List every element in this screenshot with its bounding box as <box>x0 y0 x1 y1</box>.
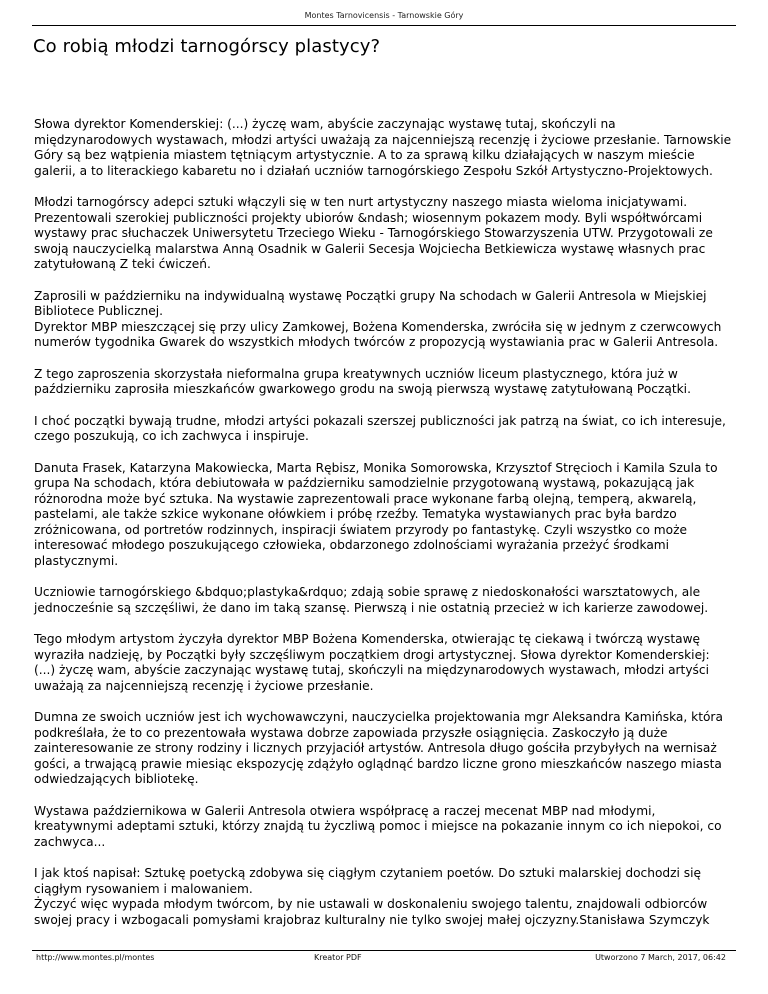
footer-url-link[interactable]: http://www.montes.pl/montes <box>36 953 155 962</box>
article-paragraph-4: Z tego zaproszenia skorzystała nieformalna grupa kreatywnych uczniów liceum plastycznego, która już w październiku zaprosiła mieszkańców gwarkowego grodu na swoją pierwszą wystawę zatytułowaną Początki. <box>34 366 691 396</box>
header-divider <box>32 25 736 26</box>
article-paragraph-9: Dumna ze swoich uczniów jest ich wychowawczyni, nauczycielka projektowania mgr Aleksandra Kamińska, która podkreślała, że to co prezentowała wystawa dobrze zapowiada przyszłe osiągnięcia. Zaskoczyło ją duże zainteresowanie ze strony rodziny i licznych przyjaciół artystów. Antresola długo gościła przybyłych na wernisaż gości, a trwającą prawie miesiąc ekspozycję zdążyło oglądnąć bardzo liczne grono mieszkańców naszego miasta odwiedzających bibliotekę. <box>34 710 723 786</box>
article-paragraph-1: Słowa dyrektor Komenderskiej: (...) życzę wam, abyście zaczynając wystawę tutaj, skończyli na międzynarodowych wystawach, młodzi artyści uważają za najcenniejszą recenzję i życiowe przesłanie. Tarnowskie Góry są bez wątpienia miastem tętniącym artystycznie. A to za sprawą kilku działających w naszym mieście galerii, a to literackiego kabaretu no i działań uczniów tarnogórskiego Zespołu Szkół Artystyczno-Projektowych. <box>34 117 732 178</box>
article-paragraph-11: I jak ktoś napisał: Sztukę poetycką zdobywa się ciągłym czytaniem poetów. Do sztuki malarskiej dochodzi się ciągłym rysowaniem i malowaniem. Życzyć więc wypada młodym twórcom, by nie ustawali w doskonaleniu swojego talentu, znajdowali odbiorców swojej pracy i wzbogacali pomysłami krajobraz kulturalny nie tylko swojej małej ojczyzny.Stanisława Szymczyk <box>34 866 710 927</box>
footer-divider <box>32 950 736 951</box>
page-title: Co robią młodzi tarnogórscy plastycy? <box>33 36 381 57</box>
page-header: Montes Tarnovicensis - Tarnowskie Góry <box>304 11 464 20</box>
article-paragraph-2: Młodzi tarnogórscy adepci sztuki włączyli się w ten nurt artystyczny naszego miasta wieloma inicjatywami. Prezentowali szerokiej publiczności projekty ubiorów &ndash; wiosennym pokazem mody. Byli współtwórcami wystawy prac słuchaczek Uniwersytetu Trzeciego Wieku - Tarnogórskiego Stowarzyszenia UTW. Przygotowali ze swoją nauczycielką malarstwa Anną Osadnik w Galerii Secesja Wojciecha Betkiewicza wystawę własnych prac zatytułowaną Z teki ćwiczeń. <box>34 195 713 271</box>
footer-created-date: Utworzono 7 March, 2017, 06:42 <box>595 953 726 962</box>
article-paragraph-5: I choć początki bywają trudne, młodzi artyści pokazali szerszej publiczności jak patrzą na świat, co ich interesuje, czego poszukują, co ich zachwyca i inspiruje. <box>34 413 726 443</box>
article-paragraph-6: Danuta Frasek, Katarzyna Makowiecka, Marta Rębisz, Monika Somorowska, Krzysztof Stręcioch i Kamila Szula to grupa Na schodach, która debiutowała w październiku samodzielnie przygotowaną wystawą, pokazującą jak różnorodna może być sztuka. Na wystawie zaprezentowali prace wykonane farbą olejną, temperą, akwarelą, pastelami, ale także szkice wykonane ołówkiem i próbę rzeźby. Tematyka wystawianych prac była bardzo zróżnicowana, od portretów rodzinnych, inspiracji światem przyrody po fantastykę. Czyli wszystko co może interesować młodego poszukującego człowieka, obdarzonego zdolnościami wyrażania przeżyć środkami plastycznymi. <box>34 460 718 568</box>
article-body <box>34 117 732 944</box>
article-paragraph-10: Wystawa październikowa w Galerii Antresola otwiera współpracę a raczej mecenat MBP nad młodymi, kreatywnymi adeptami sztuki, którzy znajdą tu życzliwą pomoc i miejsce na pokazanie innym co ich niepokoi, co zachwyca... <box>34 803 722 849</box>
article-paragraph-8: Tego młodym artystom życzyła dyrektor MBP Bożena Komenderska, otwierając tę ciekawą i twórczą wystawę wyraziła nadzieję, by Początki były szczęśliwym początkiem drogi artystycznej. Słowa dyrektor Komenderskiej: (...) życzę wam, abyście zaczynając wystawę tutaj, skończyli na międzynarodowych wystawach, młodzi artyści uważają za najcenniejszą recenzję i życiowe przesłanie. <box>34 632 710 693</box>
footer-creator: Kreator PDF <box>314 953 362 962</box>
article-paragraph-7: Uczniowie tarnogórskiego &bdquo;plastyka&rdquo; zdają sobie sprawę z niedoskonałości warsztatowych, ale jednocześnie są szczęśliwi, że dano im taką szansę. Pierwszą i nie ostatnią przecież w ich karierze zawodowej. <box>34 585 709 615</box>
article-paragraph-3: Zaprosili w październiku na indywidualną wystawę Początki grupy Na schodach w Galerii Antresola w Miejskiej Bibliotece Publicznej. Dyrektor MBP mieszczącej się przy ulicy Zamkowej, Bożena Komenderska, zwróciła się w jednym z czerwcowych numerów tygodnika Gwarek do wszystkich młodych twórców z propozycją wystawiania prac w Galerii Antresola. <box>34 288 722 349</box>
